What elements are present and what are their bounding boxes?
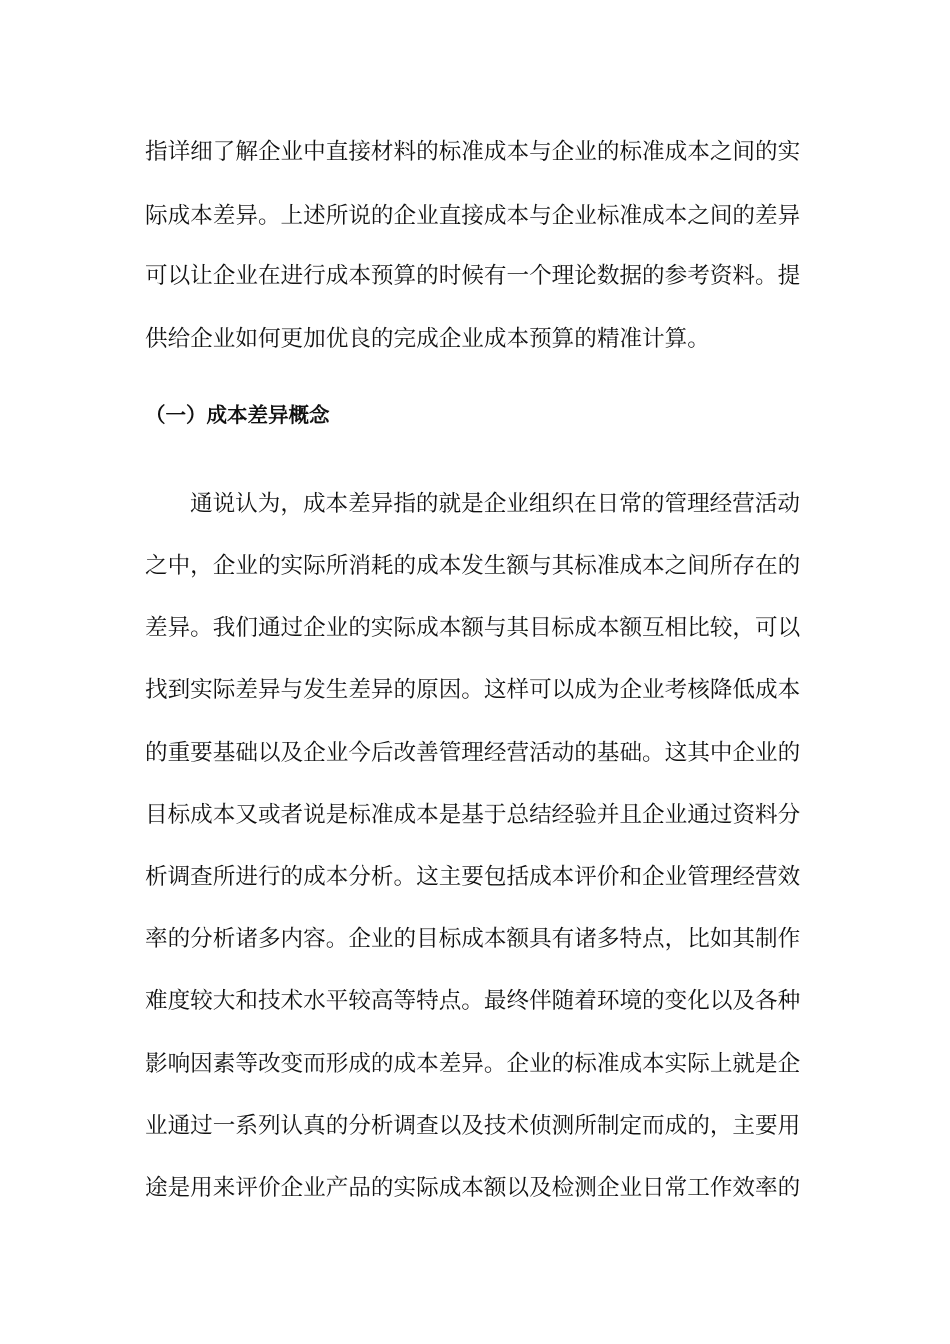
paragraph-2-line-6: 目标成本又或者说是标准成本是基于总结经验并且企业通过资料分 — [145, 802, 801, 828]
paragraph-2-line-7: 析调查所进行的成本分析。这主要包括成本评价和企业管理经营效 — [145, 864, 801, 890]
paragraph-1-line-3: 可以让企业在进行成本预算的时候有一个理论数据的参考资料。提 — [145, 263, 801, 289]
paragraph-2-line-2: 之中，企业的实际所消耗的成本发生额与其标准成本之间所存在的 — [145, 553, 801, 579]
paragraph-2-line-4: 找到实际差异与发生差异的原因。这样可以成为企业考核降低成本 — [145, 677, 801, 703]
paragraph-2-line-5: 的重要基础以及企业今后改善管理经营活动的基础。这其中企业的 — [145, 740, 801, 766]
paragraph-2-line-3: 差异。我们通过企业的实际成本额与其目标成本额互相比较，可以 — [145, 615, 801, 641]
paragraph-2-line-12: 途是用来评价企业产品的实际成本额以及检测企业日常工作效率的 — [145, 1175, 801, 1201]
paragraph-1-line-4: 供给企业如何更加优良的完成企业成本预算的精准计算。 — [145, 326, 710, 352]
paragraph-2-line-8: 率的分析诸多内容。企业的目标成本额具有诸多特点，比如其制作 — [145, 926, 801, 952]
paragraph-2-line-9: 难度较大和技术水平较高等特点。最终伴随着环境的变化以及各种 — [145, 988, 801, 1014]
paragraph-2-line-1: 通说认为，成本差异指的就是企业组织在日常的管理经营活动 — [190, 491, 801, 517]
paragraph-1-line-1: 指详细了解企业中直接材料的标准成本与企业的标准成本之间的实 — [145, 139, 801, 165]
paragraph-2-line-10: 影响因素等改变而形成的成本差异。企业的标准成本实际上就是企 — [145, 1051, 801, 1077]
section-heading: （一）成本差异概念 — [145, 403, 330, 427]
paragraph-1-line-2: 际成本差异。上述所说的企业直接成本与企业标准成本之间的差异 — [145, 203, 801, 229]
paragraph-2-line-11: 业通过一系列认真的分析调查以及技术侦测所制定而成的，主要用 — [145, 1113, 801, 1139]
